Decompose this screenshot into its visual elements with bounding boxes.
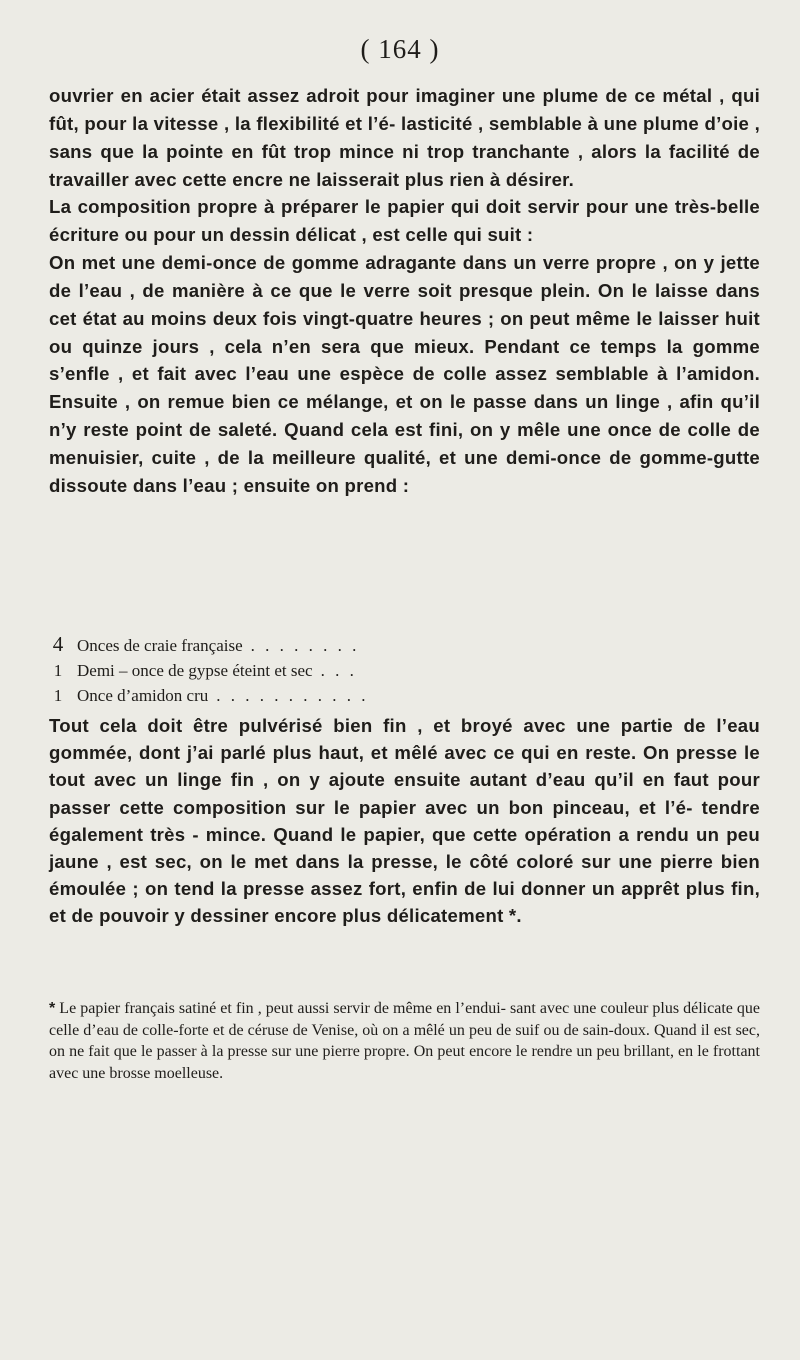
- leader-dots: . . . . . . . .: [250, 636, 360, 655]
- footnote-text: Le papier français satiné et fin , peut aussi servir de même en l’endui- sant avec une couleur plus délicate que celle d’eau de colle-forte et de céruse de Venise, où on a mêlé un peu de suif ou de sain-doux. Quand il est sec, on ne fait que le passer à la presse sur une pierre propre. On peut encore le rendre un peu brillant, en le frottant avec une brosse moelleuse.: [49, 1000, 761, 1082]
- paragraph-1: ouvrier en acier était assez adroit pour imaginer une plume de ce métal , qui fût, pour la vitesse , la flexibilité et l’é- lasticité , semblable à une plume d’oie , sans que la pointe en fût trop mince ni trop tranchante , alors la facilité de travailler avec cette encre ne laisserait plus rien à désirer.: [49, 85, 760, 190]
- leader-dots: . . .: [320, 661, 357, 680]
- page-number: ( 164 ): [360, 34, 440, 64]
- ingredient-quantity: 1: [53, 686, 63, 705]
- ingredient-name: Onces de craie française: [77, 636, 243, 655]
- footnote: [49, 998, 760, 1084]
- ingredient-row: [49, 658, 760, 683]
- ingredient-list: [49, 632, 760, 708]
- body-text-continued: [49, 712, 760, 930]
- ingredient-row: [49, 632, 760, 658]
- paragraph-4: Tout cela doit être pulvérisé bien fin , et broyé avec une partie de l’eau gommée, dont j’ai parlé plus haut, et mêlé avec ce qui en reste. On presse le tout avec un linge fin , on y ajoute ensuite autant d’eau qu’il en faut pour passer cette composition sur le papier avec un bon pinceau, et l’é- tendre également très - mince. Quand le papier, que cette opération a rendu un peu jaune , est sec, on le met dans la presse, le côté coloré sur une pierre bien émoulée ; on tend la presse assez fort, enfin de lui donner un apprêt plus fin, et de pouvoir y dessiner encore plus délicatement *.: [49, 715, 760, 927]
- ingredient-name: Once d’amidon cru: [77, 686, 209, 705]
- ingredient-name: Demi – once de gypse éteint et sec: [77, 661, 313, 680]
- footnote-mark: *: [49, 1000, 56, 1017]
- ingredient-quantity: 1: [53, 661, 63, 680]
- ingredient-quantity: 4: [52, 632, 64, 656]
- paragraph-3: On met une demi-once de gomme adragante dans un verre propre , on y jette de l’eau , de manière à ce que le verre soit presque plein. On le laisse dans cet état au moins deux fois vingt-quatre heures ; on peut même le laisser huit ou quinze jours , cela n’en sera que mieux. Pendant ce temps la gomme s’enfle , et fait avec l’eau une espèce de colle assez semblable à l’amidon. Ensuite , on remue bien ce mélange, et on le passe dans un linge , afin qu’il n’y reste point de saleté. Quand cela est fini, on y mêle une once de colle de menuisier, cuite , de la meilleure qualité, et une demi-once de gomme-gutte dissoute dans l’eau ; ensuite on prend :: [49, 252, 760, 496]
- ingredient-row: [49, 683, 760, 708]
- leader-dots: . . . . . . . . . . .: [216, 686, 369, 705]
- body-text: [49, 82, 760, 500]
- paragraph-2: La composition propre à préparer le papier qui doit servir pour une très-belle écriture ou pour un dessin délicat , est celle qui suit :: [49, 196, 760, 246]
